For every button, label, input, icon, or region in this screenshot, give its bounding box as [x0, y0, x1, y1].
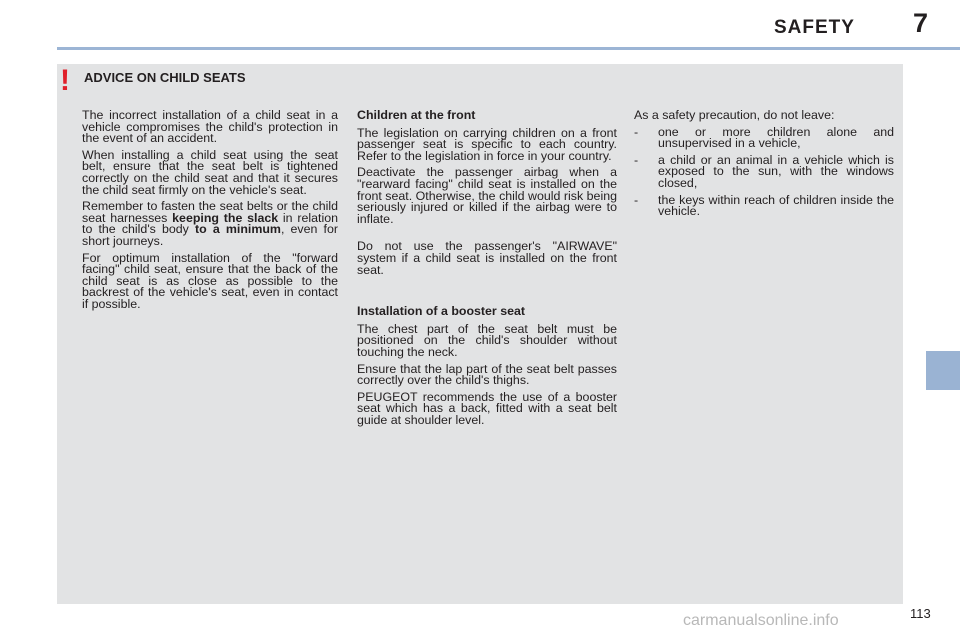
column-front-and-booster: [357, 110, 617, 431]
subheading-children-front: Children at the front: [357, 108, 476, 122]
column-installation-advice: [82, 110, 338, 316]
paragraph-chest-belt: The chest part of the seat belt must be positioned on the child's shoulder without touching the neck.: [357, 321, 617, 359]
paragraph-lap-belt: Ensure that the lap part of the seat belt passes correctly over the child's thighs.: [357, 361, 617, 388]
paragraph-fasten-belts: [82, 201, 338, 247]
bullet-dash: -: [634, 152, 639, 167]
list-item: [634, 192, 894, 219]
text-run: Remember to fasten the seat belts or the child seat harnesses: [82, 199, 338, 225]
emphasis-keeping-slack: keeping the slack: [172, 210, 279, 225]
bullet-dash: -: [634, 192, 639, 207]
subheading-booster-seat: Installation of a booster seat: [357, 304, 525, 319]
column-safety-precautions: [634, 110, 894, 223]
list-item: [634, 124, 894, 151]
paragraph-airwave: Do not use the passenger's "AIRWAVE" system if a child seat is installed on the front seat.: [357, 239, 617, 277]
section-heading: ADVICE ON CHILD SEATS: [84, 70, 246, 85]
text-run: in relation to the child's body: [82, 210, 338, 237]
paragraph-incorrect-installation: The incorrect installation of a child seat in a vehicle compromises the child's protection in the event of an accident.: [82, 108, 338, 146]
chapter-title: SAFETY: [774, 17, 855, 38]
chapter-number: 7: [913, 8, 929, 38]
watermark: carmanualsonline.info: [683, 612, 839, 629]
paragraph-seat-belt-installation: When installing a child seat using the seat belt, ensure that the seat belt is tightened correctly on the child seat and that it secures the child seat firmly on the vehicle's seat.: [82, 147, 338, 197]
header-divider: [57, 47, 960, 50]
warning-exclamation-icon: !: [60, 64, 70, 97]
text-run: , even for short journeys.: [82, 222, 338, 248]
chapter-tab-marker: [926, 351, 960, 390]
page-number: 113: [910, 606, 931, 621]
bullet-text: the keys within reach of children inside the vehicle.: [658, 192, 894, 219]
paragraph-legislation: The legislation on carrying children on a front passenger seat is specific to each country. Refer to the legislation in force in your country.: [357, 125, 617, 163]
list-item: [634, 152, 894, 190]
paragraph-peugeot-recommends: PEUGEOT recommends the use of a booster seat which has a back, fitted with a seat belt guide at shoulder level.: [357, 389, 617, 427]
emphasis-minimum: to a minimum: [195, 222, 281, 237]
bullet-text: one or more children alone and unsupervised in a vehicle,: [658, 124, 894, 151]
bullet-dash: -: [634, 124, 639, 139]
paragraph-deactivate-airbag: Deactivate the passenger airbag when a "rearward facing" child seat is installed on the front seat. Otherwise, the child would risk being seriously injured or killed if the airbag were to inflate.: [357, 165, 617, 226]
bullet-text: a child or an animal in a vehicle which is exposed to the sun, with the windows closed,: [658, 152, 894, 190]
paragraph-precaution-intro: As a safety precaution, do not leave:: [634, 108, 835, 122]
paragraph-forward-facing: For optimum installation of the "forward facing" child seat, ensure that the back of the child seat is as close as possible to the backrest of the vehicle's seat, even in contact if possible.: [82, 250, 338, 311]
